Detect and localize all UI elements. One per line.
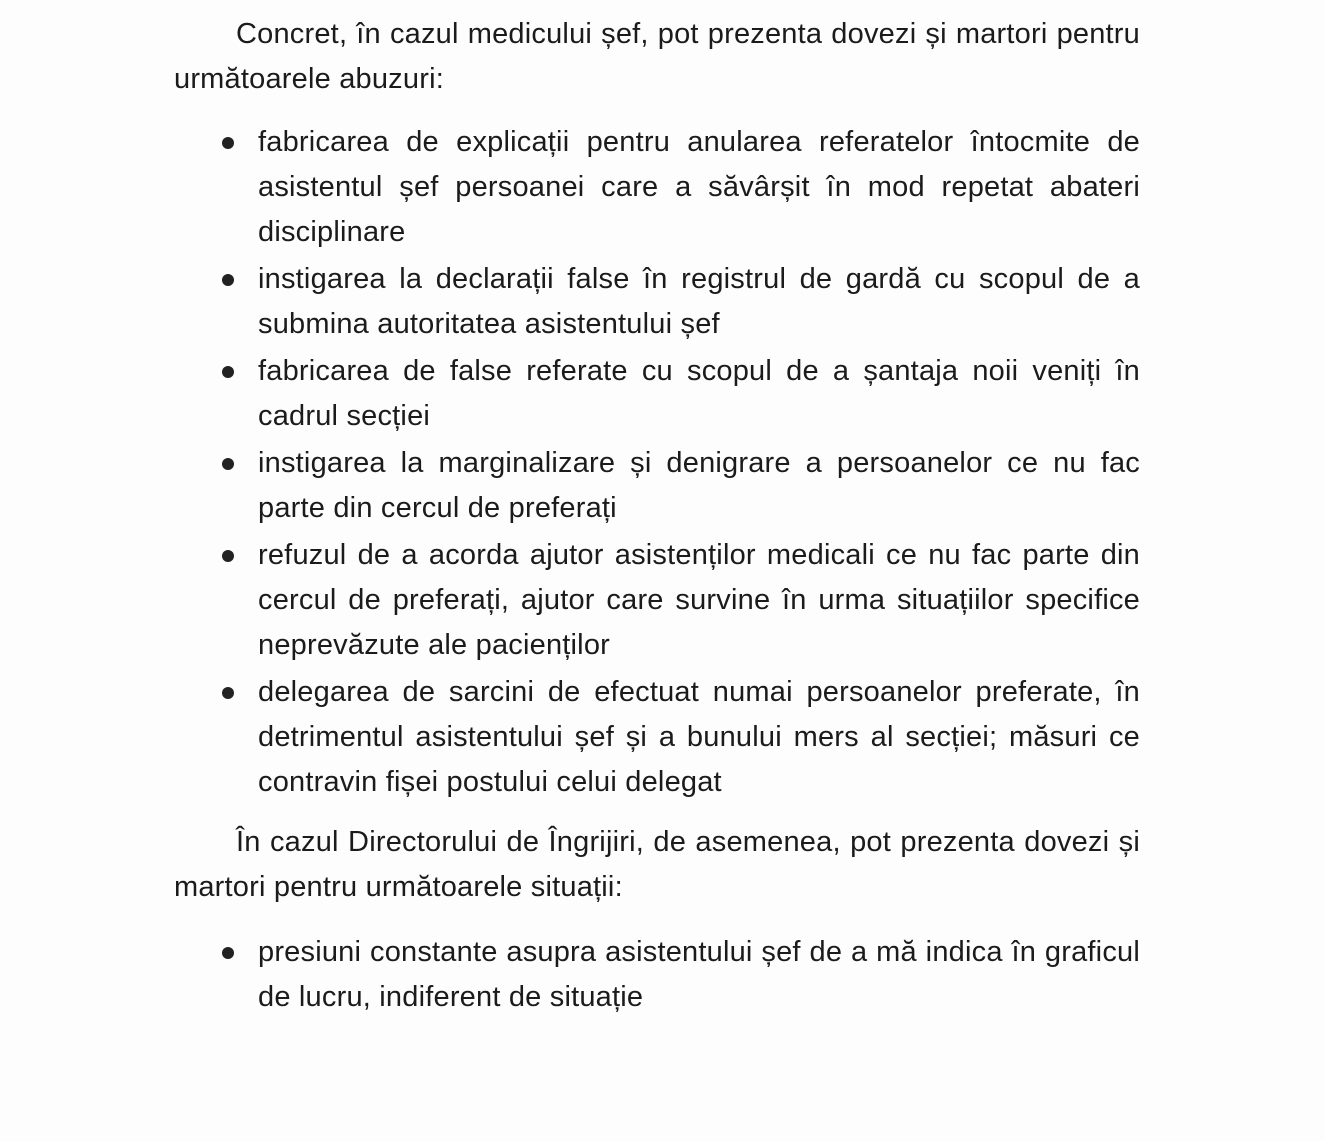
list-item-text: delegarea de sarcini de efectuat numai persoanelor preferate, în detrimentul asistentului șef și a bunului mers al secției; măsuri ce contravin fișei postului celui delegat: [258, 676, 1140, 798]
bullet-icon: [222, 947, 234, 959]
list-item: [218, 670, 1140, 805]
list-item-text: fabricarea de explicații pentru anularea referatelor întocmite de asistentul șef persoanei care a săvârșit în mod repetat abateri disciplinare: [258, 126, 1140, 248]
list-item-text: instigarea la declarații false în registrul de gardă cu scopul de a submina autoritatea asistentului șef: [258, 263, 1140, 340]
bullet-icon: [222, 274, 234, 286]
abuses-list: [218, 120, 1140, 807]
list-item: [218, 120, 1140, 255]
list-item: [218, 533, 1140, 668]
list-item: [218, 257, 1140, 347]
list-item-text: fabricarea de false referate cu scopul de a șantaja noii veniți în cadrul secției: [258, 355, 1140, 432]
list-item-text: presiuni constante asupra asistentului șef de a mă indica în graficul de lucru, indiferent de situație: [258, 936, 1140, 1013]
bullet-icon: [222, 366, 234, 378]
list-item: [218, 349, 1140, 439]
bullet-icon: [222, 137, 234, 149]
bullet-icon: [222, 550, 234, 562]
list-item: [218, 930, 1140, 1020]
list-item-text: instigarea la marginalizare și denigrare a persoanelor ce nu fac parte din cercul de preferați: [258, 447, 1140, 524]
bullet-icon: [222, 687, 234, 699]
intro-paragraph: Concret, în cazul medicului șef, pot prezenta dovezi și martori pentru următoarele abuzuri:: [174, 18, 1140, 95]
situations-list: [218, 930, 1140, 1022]
list-item: [218, 441, 1140, 531]
director-paragraph: În cazul Directorului de Îngrijiri, de asemenea, pot prezenta dovezi și martori pentru următoarele situații:: [174, 826, 1140, 903]
bullet-icon: [222, 458, 234, 470]
list-item-text: refuzul de a acorda ajutor asistenților medicali ce nu fac parte din cercul de preferați, ajutor care survine în urma situațiilor specifice neprevăzute ale pacienților: [258, 539, 1140, 661]
